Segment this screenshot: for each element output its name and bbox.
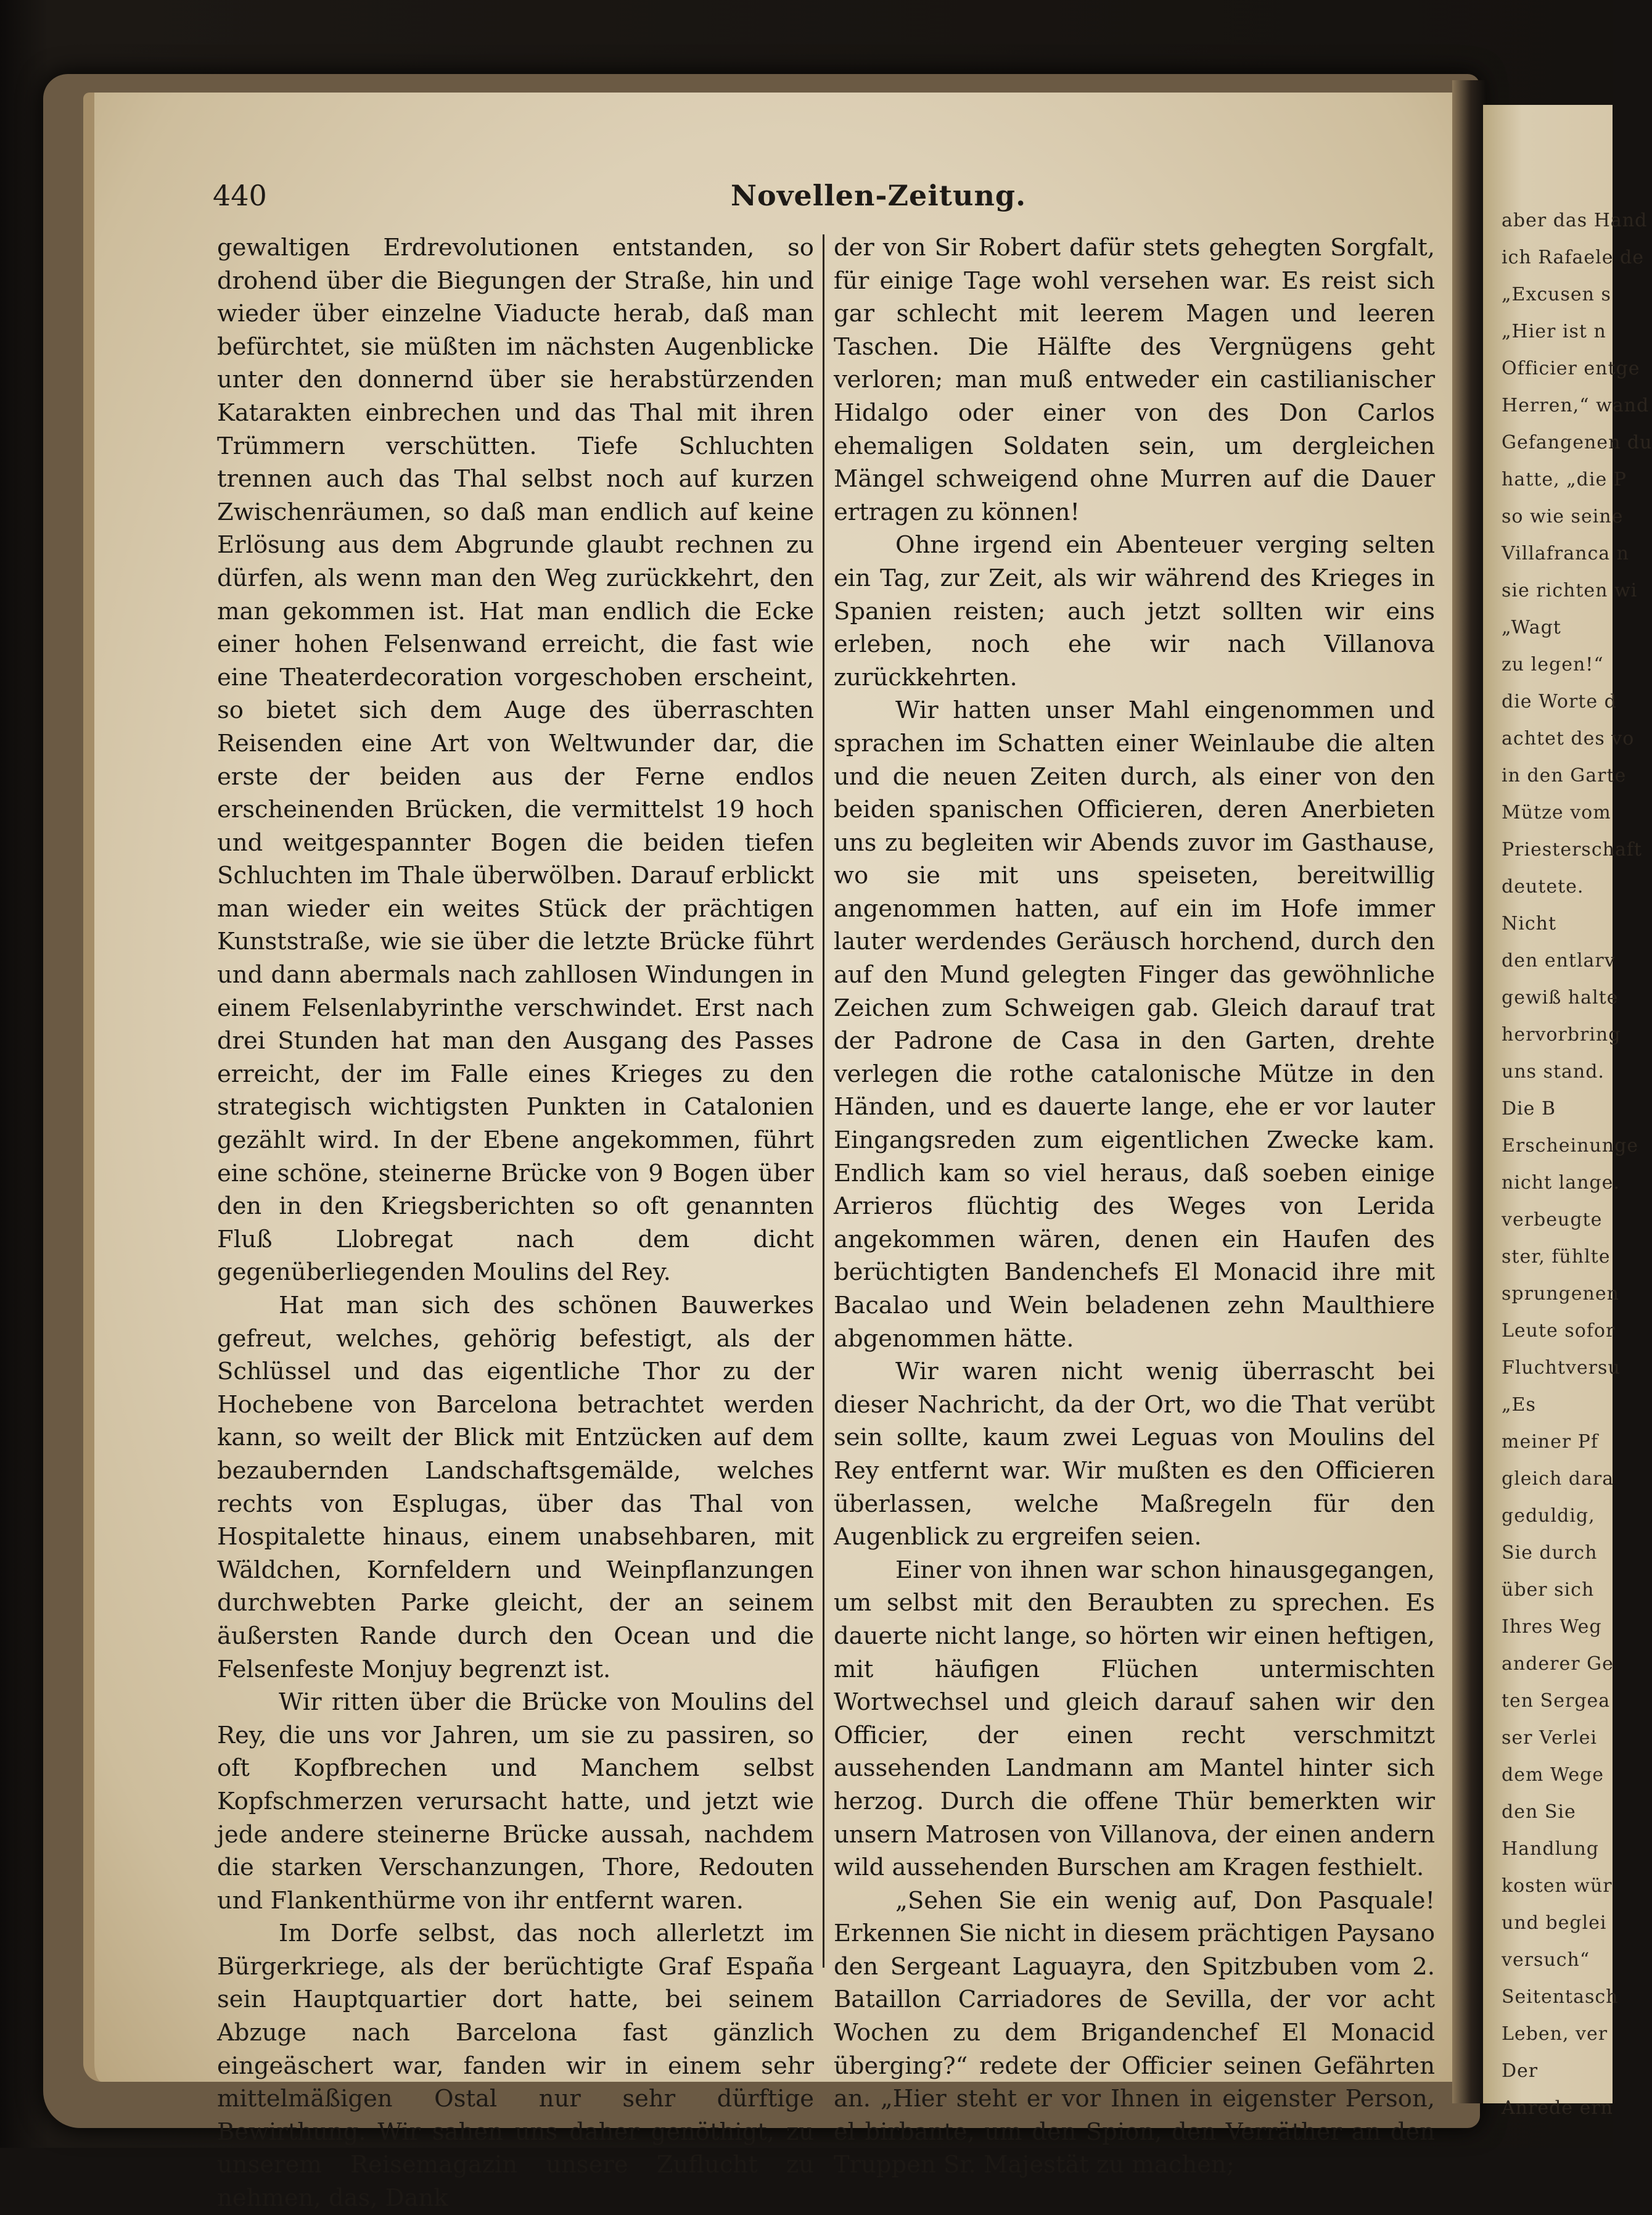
adjacent-page-line: den Sie [1502,1801,1576,1823]
right-column [834,231,1435,2182]
adjacent-page-line: hatte, „die P [1502,469,1627,490]
page-header [213,179,1452,222]
adjacent-page-line: Herren,“ wand [1502,395,1650,416]
column-divider [823,234,824,1968]
paragraph: Wir hatten unser Mahl eingenommen und sprachen im Schatten einer Weinlaube die alten und die neuen Zeiten durch, als einer von den beiden spanischen Officieren, deren Anerbieten uns zu begleiten wir Abends zuvor im Gasthause, wo sie mit uns speiseten, bereitwillig angenommen hatten, auf ein im Hofe immer lauter werdendes Geräusch horchend, durch den auf den Mund gelegten Finger das gewöhnliche Zeichen zum Schweigen gab. Gleich darauf trat der Padrone de Casa in den Garten, drehte verlegen die rothe catalonische Mütze in den Händen, und es dauerte lange, ehe er vor lauter Eingangsreden zum eigentlichen Zwecke kam. Endlich kam so viel heraus, daß soeben einige Arrieros flüchtig des Weges von Lerida angekommen wären, denen ein Haufen des berüchtigten Bandenchefs El Monacid ihre mit Bacalao und Wein beladenen zehn Maulthiere abgenommen hätte. [834,696,1435,1353]
paragraph: der von Sir Robert dafür stets gehegten Sorgfalt, für einige Tage wohl versehen war. Es reist sich gar schlecht mit leerem Magen und leeren Taschen. Die Hälfte des Vergnügens geht verloren; man muß entweder ein castilianischer Hidalgo oder einer von des Don Carlos ehemaligen Soldaten sein, um dergleichen Mängel schweigend ohne Murren auf die Dauer ertragen zu können! [834,234,1435,526]
adjacent-page-line: „Excusen s [1502,284,1611,305]
adjacent-page-line: anderer Ge [1502,1653,1614,1675]
adjacent-page-line: ster, fühlte [1502,1246,1611,1268]
adjacent-page-line: Gefangenen du [1502,432,1652,453]
adjacent-page-line: deutete. [1502,876,1584,897]
adjacent-page-line: über sich [1502,1579,1595,1601]
adjacent-page-line: Die B [1502,1098,1556,1120]
adjacent-page-line: versuch“ [1502,1949,1590,1971]
adjacent-page [1483,105,1652,2119]
adjacent-page-line: verbeugte [1502,1209,1603,1231]
adjacent-page-line: so wie seine [1502,506,1624,527]
adjacent-page-line: meiner Pf [1502,1431,1599,1453]
adjacent-page-line: „Es [1502,1394,1536,1416]
adjacent-page-line: in den Garte [1502,765,1627,786]
adjacent-page-line: Mütze vom [1502,802,1611,823]
page-number: 440 [213,179,267,212]
paragraph: gewaltigen Erdrevolutionen entstanden, so drohend über die Biegungen der Straße, hin und wieder über einzelne Viaducte herab, daß man befürchtet, sie müßten im nächsten Augenblicke unter den donnernd über sie herabstürzenden Katarakten einbrechen und das Thal mit ihren Trümmern verschütten. Tiefe Schluchten trennen auch das Thal selbst noch auf kurzen Zwischenräumen, so daß man endlich auf keine Erlösung aus dem Abgrunde glaubt rechnen zu dürfen, als wenn man den Weg zurückkehrt, den man gekommen ist. Hat man endlich die Ecke einer hohen Felsenwand erreicht, die fast wie eine Theaterdecoration vorgeschoben erscheint, so bietet sich dem Auge des überraschten Reisenden eine Art von Weltwunder dar, die erste der beiden aus der Ferne endlos erscheinenden Brücken, die vermittelst 19 hoch und weitgespannter Bogen die beiden tiefen Schluchten im Thale überwölben. Darauf erblickt man wieder ein weites Stück der prächtigen Kunststraße, wie sie über die letzte Brücke führt und dann abermals nach zahllosen Windungen in einem Felsenlabyrinthe verschwindet. Erst nach drei Stunden hat man den Ausgang des Passes erreicht, der im Falle eines Krieges zu den strategisch wichtigsten Punkten in Catalonien gezählt wird. In der Ebene angekommen, führt eine schöne, steinerne Brücke von 9 Bogen über den in den Kriegsberichten so oft genannten Fluß Llobregat nach dem dicht gegenüberliegenden Moulins del Rey. [217,234,814,1287]
adjacent-page-line: kosten wür [1502,1875,1613,1897]
adjacent-page-line: ser Verlei [1502,1727,1597,1749]
adjacent-page-line: gewiß halte [1502,987,1619,1009]
adjacent-page-line: „Wagt [1502,617,1561,638]
adjacent-page-line: Erscheinunge [1502,1135,1639,1157]
adjacent-page-line: sie richten wi [1502,580,1638,601]
adjacent-page-line: Handlung [1502,1838,1600,1860]
paragraph: Wir waren nicht wenig überrascht bei dieser Nachricht, da der Ort, wo die That verübt sein sollte, kaum zwei Leguas von Moulins del Rey entfernt war. Wir mußten es den Officieren überlassen, welche Maßregeln für den Augenblick zu ergreifen seien. [834,1358,1435,1551]
adjacent-page-line: Anrede ern [1502,2097,1613,2119]
left-column [217,231,814,2215]
adjacent-page-line: aber das Hand [1502,210,1648,231]
adjacent-page-line: ten Sergea [1502,1690,1611,1712]
adjacent-page-line: Leben, ver [1502,2023,1608,2045]
adjacent-page-line: Ihres Weg [1502,1616,1602,1638]
adjacent-page-line: Villafranca n [1502,543,1630,564]
adjacent-page-line: Priesterschaft [1502,839,1642,860]
adjacent-page-line: die Worte d [1502,691,1617,712]
paragraph: Ohne irgend ein Abenteuer verging selten ein Tag, zur Zeit, als wir während des Krieges in Spanien reisten; auch jetzt sollten wir eins erleben, noch ehe wir nach Villanova zurückkehrten. [834,531,1435,691]
adjacent-page-line: geduldig, [1502,1505,1595,1527]
adjacent-page-line: Sie durch [1502,1542,1598,1564]
running-title: Novellen-Zeitung. [731,179,1027,212]
adjacent-page-line: „Hier ist n [1502,321,1606,342]
paragraph: Im Dorfe selbst, das noch allerletzt im Bürgerkriege, als der berüchtigte Graf España sein Hauptquartier dort hatte, bei seinem Abzuge nach Barcelona fast gänzlich eingeäschert war, fanden wir in einem sehr mittelmäßigen Ostal nur sehr dürftige Bewirthung. Wir sahen uns daher genöthigt, zu unserem Reisemagazin unsere Zuflucht zu nehmen, das, Dank [217,1920,814,2213]
adjacent-page-line: Seitentasch [1502,1986,1619,2008]
adjacent-page-line: sprungenen [1502,1283,1619,1305]
paragraph: „Sehen Sie ein wenig auf, Don Pasquale! Erkennen Sie nicht in diesem prächtigen Paysano den Sergeant Laguayra, den Spitzbuben vom 2. Bataillon Carriadores de Sevilla, der vor acht Wochen zu dem Brigandenchef El Monacid überging?“ redete der Officier seinen Gefährten an. „Hier steht er vor Ihnen in eigenster Person, el birbante, um den Spion, den Verräther an den Truppen Sr. Majestät zu machen; [834,1886,1435,2179]
paragraph: Hat man sich des schönen Bauwerkes gefreut, welches, gehörig befestigt, als der Schlüssel und das eigentliche Thor zu der Hochebene von Barcelona betrachtet werden kann, so weilt der Blick mit Entzücken auf dem bezaubernden Landschaftsgemälde, welches rechts von Esplugas, über das Thal von Hospitalette hinaus, einem unabsehbaren, mit Wäldchen, Kornfeldern und Weinpflanzungen durchwebten Parke gleicht, der an seinem äußersten Rande durch den Ocean und die Felsenfeste Monjuy begrenzt ist. [217,1292,814,1683]
paragraph: Einer von ihnen war schon hinausgegangen, um selbst mit den Beraubten zu sprechen. Es dauerte nicht lange, so hörten wir einen heftigen, mit häufigen Flüchen untermischten Wortwechsel und gleich darauf sahen wir den Officier, der einen recht verschmitzt aussehenden Landmann am Mantel hinter sich herzog. Durch die offene Thür bemerkten wir unsern Matrosen von Villanova, der einen andern wild aussehenden Burschen am Kragen festhielt. [834,1556,1435,1882]
adjacent-page-line: dem Wege [1502,1764,1605,1786]
adjacent-page-line: Officier entge [1502,358,1640,379]
adjacent-page-line: uns stand. [1502,1061,1605,1083]
adjacent-page-line: nicht lange. [1502,1172,1620,1194]
adjacent-page-line: achtet des vo [1502,728,1635,749]
book-gutter [1452,80,1486,2103]
adjacent-page-line: Der [1502,2060,1539,2082]
adjacent-page-line: den entlarv [1502,950,1616,971]
adjacent-page-line: Nicht [1502,913,1557,934]
adjacent-page-line: ich Rafaele de [1502,247,1645,268]
adjacent-page-line: Fluchtversu [1502,1357,1621,1379]
adjacent-page-line: und beglei [1502,1912,1607,1934]
adjacent-page-line: zu legen!“ [1502,654,1604,675]
adjacent-page-line: gleich dara [1502,1468,1614,1490]
adjacent-page-line: hervorbring [1502,1024,1621,1046]
adjacent-page-line: Leute sofor [1502,1320,1616,1342]
paragraph: Wir ritten über die Brücke von Moulins del Rey, die uns vor Jahren, um sie zu passiren, so oft Kopfbrechen und Manchem selbst Kopfschmerzen verursacht hatte, und jetzt wie jede andere steinerne Brücke aussah, nachdem die starken Verschanzungen, Thore, Redouten und Flankenthürme von ihr entfernt waren. [217,1688,814,1915]
